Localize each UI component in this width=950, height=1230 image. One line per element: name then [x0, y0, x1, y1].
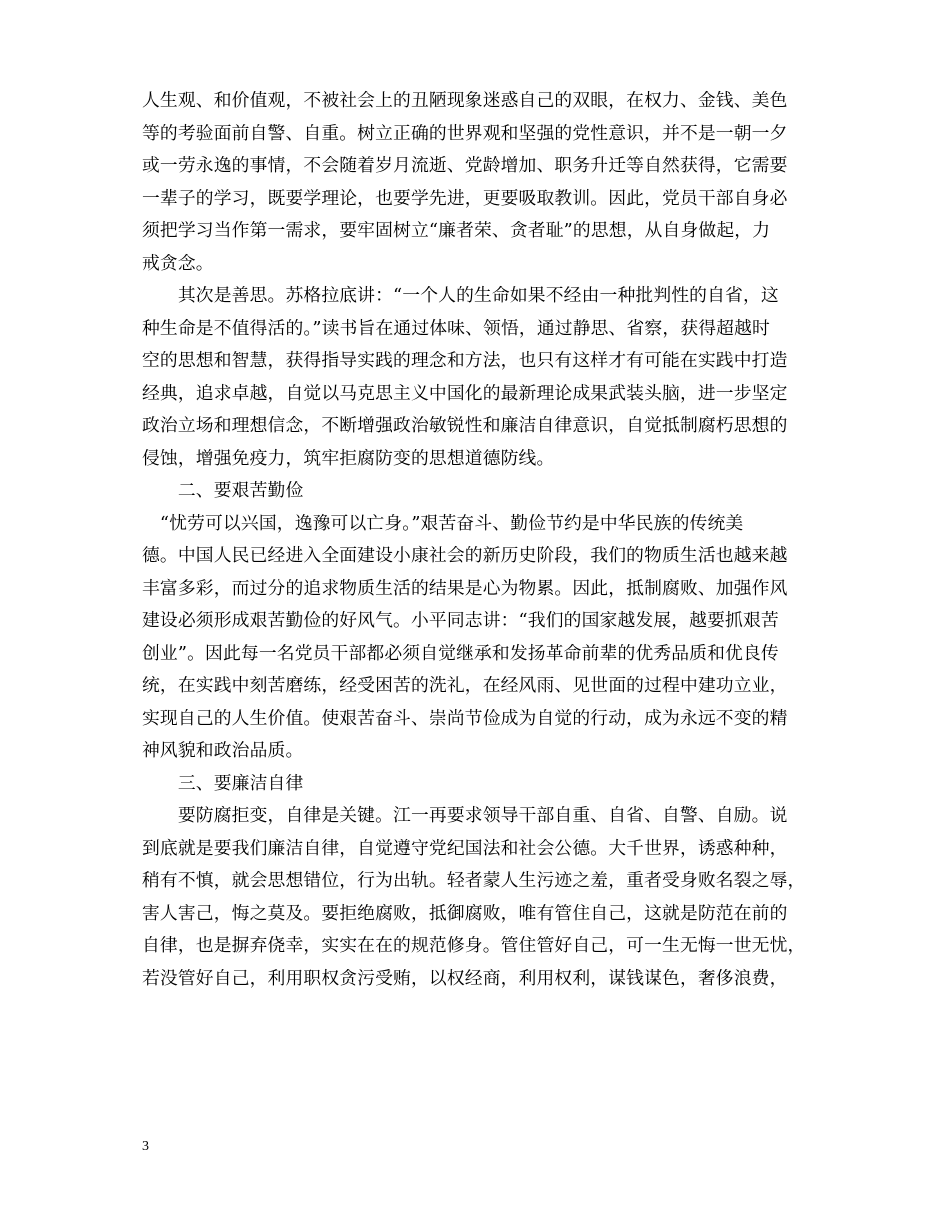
text-line: 或一劳永逸的事情，不会随着岁月流逝、党龄增加、职务升迁等自然获得，它需要 [142, 155, 788, 176]
text-line: 政治立场和理想信念，不断增强政治敏锐性和廉洁自律意识，自觉抵制腐朽思想的 [142, 415, 788, 436]
section-heading: 二、要艰苦勤俭 [142, 480, 304, 501]
text-line: “忧劳可以兴国，逸豫可以亡身。”艰苦奋斗、勤俭节约是中华民族的传统美 [142, 512, 744, 534]
text-line: 戒贪念。 [142, 252, 214, 274]
text-line: 到底就是要我们廉洁自律，自觉遵守党纪国法和社会公德。大千世界，诱惑种种， [142, 837, 788, 859]
text-line: 经典，追求卓越，自觉以马克思主义中国化的最新理论成果武装头脑，进一步坚定 [142, 382, 788, 404]
text-line: 害人害己，悔之莫及。要拒绝腐败，抵御腐败，唯有管住自己，这就是防范在前的 [142, 902, 788, 924]
text-line: 若没管好自己，利用职权贪污受贿，以权经商，利用权利，谋钱谋色，奢侈浪费， [142, 967, 788, 989]
text-line: 统，在实践中刻苦磨练，经受困苦的洗礼，在经风雨、见世面的过程中建功立业， [142, 675, 788, 696]
text-line: 一辈子的学习，既要学理论，也要学先进，更要吸取教训。因此，党员干部自身必 [142, 187, 788, 209]
section-heading: 三、要廉洁自律 [142, 772, 304, 794]
text-line: 要防腐拒变，自律是关键。江一再要求领导干部自重、自省、自警、自励。说 [142, 805, 788, 826]
text-line: 创业”。因此每一名党员干部都必须自觉继承和发扬革命前辈的优秀品质和优良传 [142, 642, 779, 664]
text-line: 须把学习当作第一需求，要牢固树立“廉者荣、贪者耻”的思想，从自身做起，力 [142, 220, 771, 241]
text-line: 德。中国人民已经进入全面建设小康社会的新历史阶段，我们的物质生活也越来越 [142, 545, 788, 566]
text-line: 稍有不慎，就会思想错位，行为出轨。轻者蒙人生污迹之羞，重者受身败名裂之辱， [142, 870, 806, 891]
text-line: 其次是善思。苏格拉底讲：“一个人的生命如果不经由一种批判性的自省，这 [142, 285, 779, 306]
text-line: 建设必须形成艰苦勤俭的好风气。小平同志讲：“我们的国家越发展，越要抓艰苦 [142, 610, 779, 631]
text-line: 神风貌和政治品质。 [142, 740, 304, 761]
text-line: 人生观、和价值观，不被社会上的丑陋现象迷惑自己的双眼，在权力、金钱、美色 [142, 90, 788, 111]
text-line: 等的考验面前自警、自重。树立正确的世界观和坚强的党性意识，并不是一朝一夕 [142, 122, 788, 144]
text-line: 侵蚀，增强免疫力，筑牢拒腐防变的思想道德防线。 [142, 447, 555, 469]
text-line: 丰富多彩，而过分的追求物质生活的结果是心为物累。因此，抵制腐败、加强作风 [142, 577, 788, 599]
page-number: 3 [142, 1139, 149, 1154]
text-line: 实现自己的人生价值。使艰苦奋斗、崇尚节俭成为自觉的行动，成为永远不变的精 [142, 707, 788, 729]
text-line: 种生命是不值得活的。”读书旨在通过体味、领悟，通过静思、省察，获得超越时 [142, 317, 770, 339]
body-text [142, 85, 814, 995]
text-line: 空的思想和智慧，获得指导实践的理念和方法，也只有这样才有可能在实践中打造 [142, 350, 788, 371]
text-line: 自律，也是摒弃侥幸，实实在在的规范修身。管住管好自己，可一生无悔一世无忧， [142, 935, 806, 956]
